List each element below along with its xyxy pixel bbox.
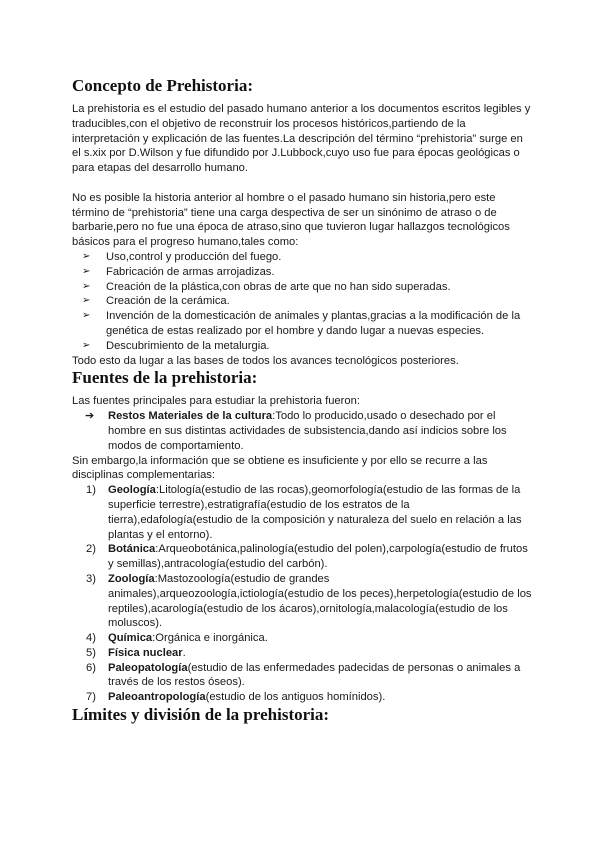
hallazgos-list bbox=[72, 250, 534, 354]
paragraph-atraso: No es posible la historia anterior al hombre o el pasado humano sin historia,pero este término de “prehistoria” tiene una carga despectiva de ser un sinónimo de atraso o de barbarie,pero no fue una época de atraso,sino que tuvieron lugar hallazgos tecnológicos básicos para el progreso humano,tales como: bbox=[72, 191, 510, 249]
list-item-text: Invención de la domesticación de animales y plantas,gracias a la modificación de la genética de estas realizado por el hombre y dando lugar a nuevas especies. bbox=[106, 310, 521, 337]
list-item-text: Creación de la cerámica. bbox=[106, 295, 230, 308]
list-item-text: Descubrimiento de la metalurgia. bbox=[106, 339, 270, 352]
discipline-name: Zoología bbox=[108, 572, 155, 585]
disciplinas-list bbox=[72, 483, 534, 705]
list-number: 7) bbox=[86, 691, 96, 704]
discipline-name: Química bbox=[108, 632, 153, 645]
list-number: 3) bbox=[86, 572, 96, 585]
restos-materiales-term: Restos Materiales de la cultura bbox=[108, 410, 273, 423]
list-item-text: Creación de la plástica,con obras de arte que no han sido superadas. bbox=[106, 280, 451, 293]
arrowhead-bullet-icon: ➢ bbox=[82, 265, 91, 277]
list-item bbox=[72, 339, 534, 354]
paragraph-definicion: La prehistoria es el estudio del pasado humano anterior a los documentos escritos legibles y traducibles,con el objetivo de reconstruir los procesos históricos,partiendo de la interpretación y explicación de las fuentes.La descripción del término “prehistoria” surge en el s.xix por D.Wilson y fue difundido por J.Lubbock,cuyo uso fue para épocas geológicas o para etapas del desarrollo humano. bbox=[72, 103, 531, 175]
paragraph-conclusion: Todo esto da lugar a las bases de todos los avances tecnológicos posteriores. bbox=[72, 354, 459, 367]
arrowhead-bullet-icon: ➢ bbox=[82, 250, 91, 262]
list-number: 6) bbox=[86, 661, 96, 674]
heading-fuentes: Fuentes de la prehistoria: bbox=[72, 368, 258, 388]
list-item bbox=[72, 572, 534, 631]
document-content bbox=[72, 76, 534, 731]
list-item bbox=[72, 661, 534, 691]
list-item bbox=[72, 250, 534, 265]
list-item bbox=[72, 631, 534, 646]
discipline-text: (estudio de las enfermedades padecidas de personas o animales a través de los restos óseos). bbox=[108, 661, 521, 689]
list-item bbox=[72, 409, 534, 453]
discipline-text: :Mastozoología(estudio de grandes animales),arqueozoología,ictiología(estudio de los peces),herpetología(estudio de los reptiles),acarología(estudio de los ácaros),ornitología,malacología(estudio de los moluscos). bbox=[108, 572, 532, 630]
list-item-text: Uso,control y producción del fuego. bbox=[106, 250, 282, 263]
list-item bbox=[72, 309, 534, 339]
discipline-name: Paleopatología bbox=[108, 661, 188, 674]
heading-concepto: Concepto de Prehistoria: bbox=[72, 76, 253, 95]
discipline-text: :Orgánica e inorgánica. bbox=[152, 632, 268, 645]
heading-limites: Límites y división de la prehistoria: bbox=[72, 705, 330, 725]
arrowhead-bullet-icon: ➢ bbox=[82, 339, 91, 351]
list-number: 2) bbox=[86, 543, 96, 556]
fuentes-list bbox=[72, 409, 534, 453]
list-item bbox=[72, 280, 534, 295]
discipline-text: :Arqueobotánica,palinología(estudio del polen),carpología(estudio de frutos y semillas),antracología(estudio del carbón). bbox=[108, 543, 528, 571]
paragraph-gap bbox=[72, 176, 534, 191]
list-item-text: Fabricación de armas arrojadizas. bbox=[106, 265, 275, 278]
discipline-name: Física nuclear bbox=[108, 646, 183, 659]
paragraph-disciplinas-intro: Sin embargo,la información que se obtiene es insuficiente y por ello se recurre a las disciplinas complementarias: bbox=[72, 454, 488, 482]
discipline-name: Botánica bbox=[108, 543, 156, 556]
list-item bbox=[72, 542, 534, 572]
list-item bbox=[72, 294, 534, 309]
arrowhead-bullet-icon: ➢ bbox=[82, 280, 91, 292]
list-item bbox=[72, 690, 534, 705]
arrowhead-bullet-icon: ➢ bbox=[82, 310, 91, 322]
paragraph-fuentes-intro: Las fuentes principales para estudiar la prehistoria fueron: bbox=[72, 395, 360, 408]
list-number: 4) bbox=[86, 632, 96, 645]
list-item bbox=[72, 483, 534, 542]
list-number: 1) bbox=[86, 484, 96, 497]
restos-materiales-text: :Todo lo producido,usado o desechado por el hombre en sus distintas actividades de subsistencia,dando así indicios sobre los modos de comportamiento. bbox=[108, 410, 507, 452]
right-arrow-bullet-icon: ➔ bbox=[85, 410, 95, 423]
discipline-text: . bbox=[182, 646, 186, 659]
discipline-text: (estudio de los antiguos homínidos). bbox=[205, 691, 386, 704]
arrowhead-bullet-icon: ➢ bbox=[82, 295, 91, 307]
discipline-text: :Litología(estudio de las rocas),geomorfología(estudio de las formas de la superficie terrestre),estratigrafía(estudio de los estratos de la tierra),edafología(estudio de la composición y naturaleza del suelo en relación a las plantas y el entorno). bbox=[108, 484, 522, 541]
discipline-name: Paleoantropología bbox=[108, 691, 206, 704]
list-item bbox=[72, 646, 534, 661]
list-item bbox=[72, 265, 534, 280]
list-number: 5) bbox=[86, 646, 96, 659]
discipline-name: Geología bbox=[108, 484, 156, 497]
